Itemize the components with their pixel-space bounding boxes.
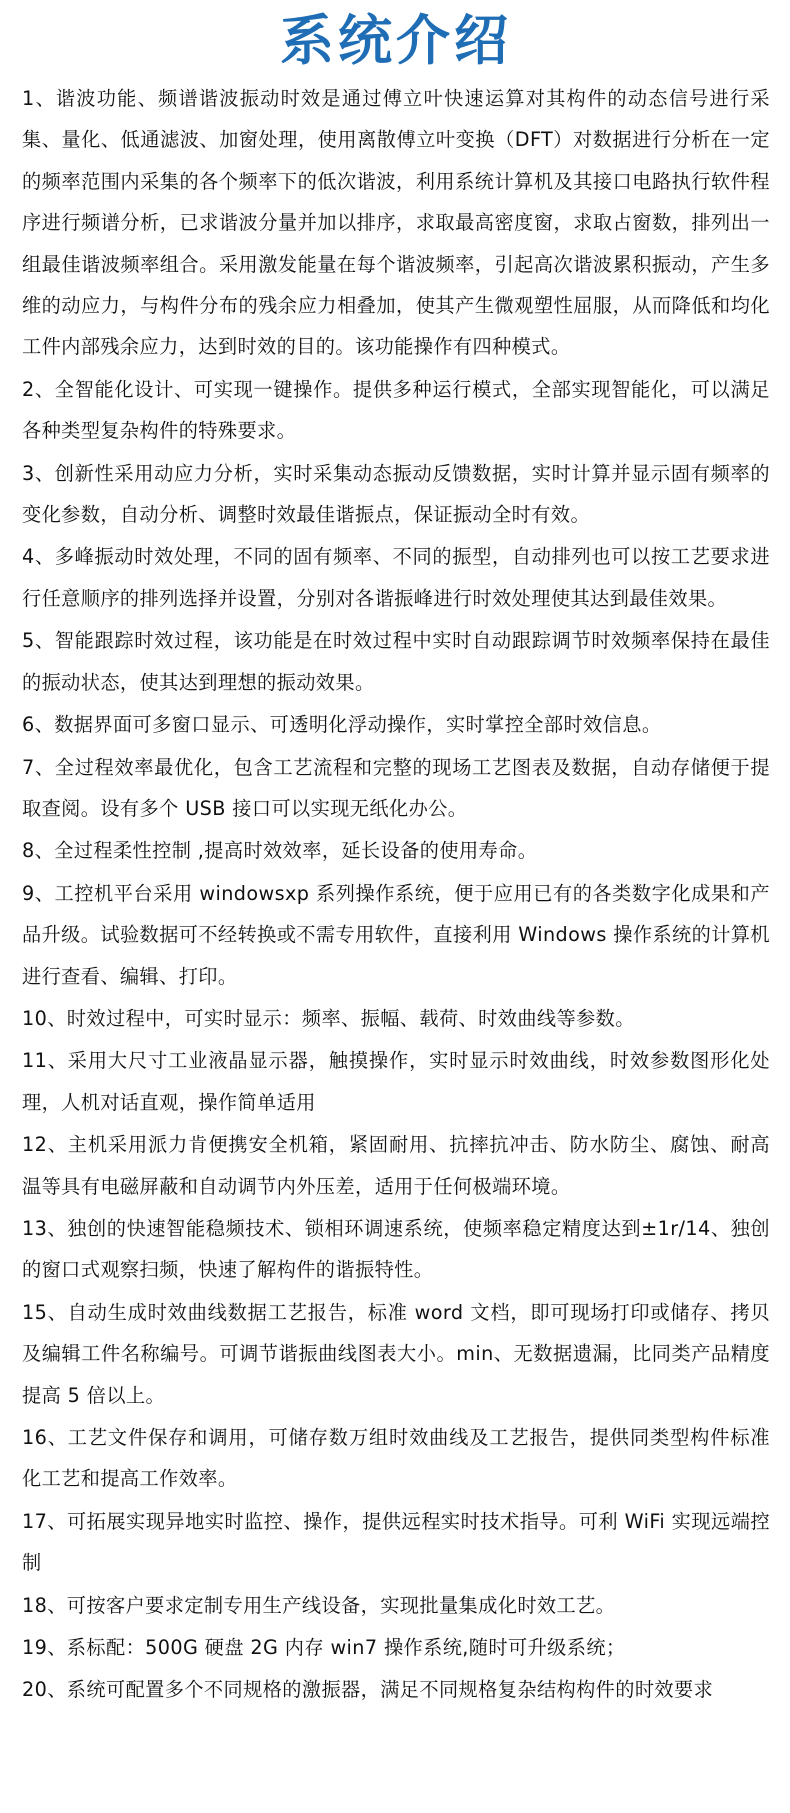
feature-item-9: 9、工控机平台采用 windowsxp 系列操作系统，便于应用已有的各类数字化成果和产品升级。试验数据可不经转换或不需专用软件，直接利用 Windows 操作系统的计算机进行查看、编辑、打印。 — [22, 881, 770, 988]
feature-item-18: 18、可按客户要求定制专用生产线设备，实现批量集成化时效工艺。 — [22, 1593, 616, 1617]
feature-item-19: 19、系标配：500G 硬盘 2G 内存 win7 操作系统,随时可升级系统； — [22, 1636, 626, 1660]
feature-item-12: 12、主机采用派力肯便携安全机箱，紧固耐用、抗摔抗冲击、防水防尘、腐蚀、耐高温等具有电磁屏蔽和自动调节内外压差，适用于任何极端环境。 — [22, 1133, 770, 1198]
feature-item-11: 11、采用大尺寸工业液晶显示器，触摸操作，实时显示时效曲线，时效参数图形化处理，人机对话直观，操作简单适用 — [22, 1049, 770, 1114]
feature-item-17: 17、可拓展实现异地实时监控、操作，提供远程实时技术指导。可利 WiFi 实现远端控制 — [22, 1509, 770, 1575]
feature-item-7: 7、全过程效率最优化，包含工艺流程和完整的现场工艺图表及数据，自动存储便于提取查阅。设有多个 USB 接口可以实现无纸化办公。 — [22, 755, 770, 820]
feature-item-3: 3、创新性采用动应力分析，实时采集动态振动反馈数据，实时计算并显示固有频率的变化参数，自动分析、调整时效最佳谐振点，保证振动全时有效。 — [22, 461, 770, 527]
feature-item-4: 4、多峰振动时效处理，不同的固有频率、不同的振型，自动排列也可以按工艺要求进行任意顺序的排列选择并设置，分别对各谐振峰进行时效处理使其达到最佳效果。 — [22, 545, 770, 610]
feature-item-15: 15、自动生成时效曲线数据工艺报告，标准 word 文档，即可现场打印或储存、拷贝及编辑工件名称编号。可调节谐振曲线图表大小。min、无数据遗漏，比同类产品精度提高 5 倍以上。 — [22, 1300, 770, 1407]
feature-item-10: 10、时效过程中，可实时显示：频率、振幅、载荷、时效曲线等参数。 — [22, 1006, 635, 1030]
feature-item-8: 8、全过程柔性控制 ,提高时效效率，延长设备的使用寿命。 — [22, 839, 538, 863]
page-title: 系统介绍 — [280, 9, 512, 72]
feature-item-16: 16、工艺文件保存和调用，可储存数万组时效曲线及工艺报告，提供同类型构件标准化工艺和提高工作效率。 — [22, 1426, 770, 1491]
feature-item-13: 13、独创的快速智能稳频技术、锁相环调速系统，使频率稳定精度达到±1r/14、独创的窗口式观察扫频，快速了解构件的谐振特性。 — [22, 1216, 770, 1282]
feature-list — [22, 78, 770, 1711]
feature-item-5: 5、智能跟踪时效过程，该功能是在时效过程中实时自动跟踪调节时效频率保持在最佳的振动状态，使其达到理想的振动效果。 — [22, 629, 770, 694]
feature-item-20: 20、系统可配置多个不同规格的激振器，满足不同规格复杂结构构件的时效要求 — [22, 1678, 714, 1702]
feature-item-2: 2、全智能化设计、可实现一键操作。提供多种运行模式，全部实现智能化，可以满足各种类型复杂构件的特殊要求。 — [22, 377, 770, 443]
feature-item-1: 1、谐波功能、频谱谐波振动时效是通过傅立叶快速运算对其构件的动态信号进行采集、量化、低通滤波、加窗处理，使用离散傅立叶变换（DFT）对数据进行分析在一定的频率范围内采集的各个频率下的低次谐波，利用系统计算机及其接口电路执行软件程序进行频谱分析，已求谐波分量并加以排序，求取最高密度窗，求取占窗数，排列出一组最佳谐波频率组合。采用激发能量在每个谐波频率，引起高次谐波累积振动，产生多维的动应力，与构件分布的残余应力相叠加，使其产生微观塑性屈服，从而降低和均化工件内部残余应力，达到时效的目的。该功能操作有四种模式。 — [22, 87, 770, 359]
feature-item-6: 6、数据界面可多窗口显示、可透明化浮动操作，实时掌控全部时效信息。 — [22, 713, 662, 737]
